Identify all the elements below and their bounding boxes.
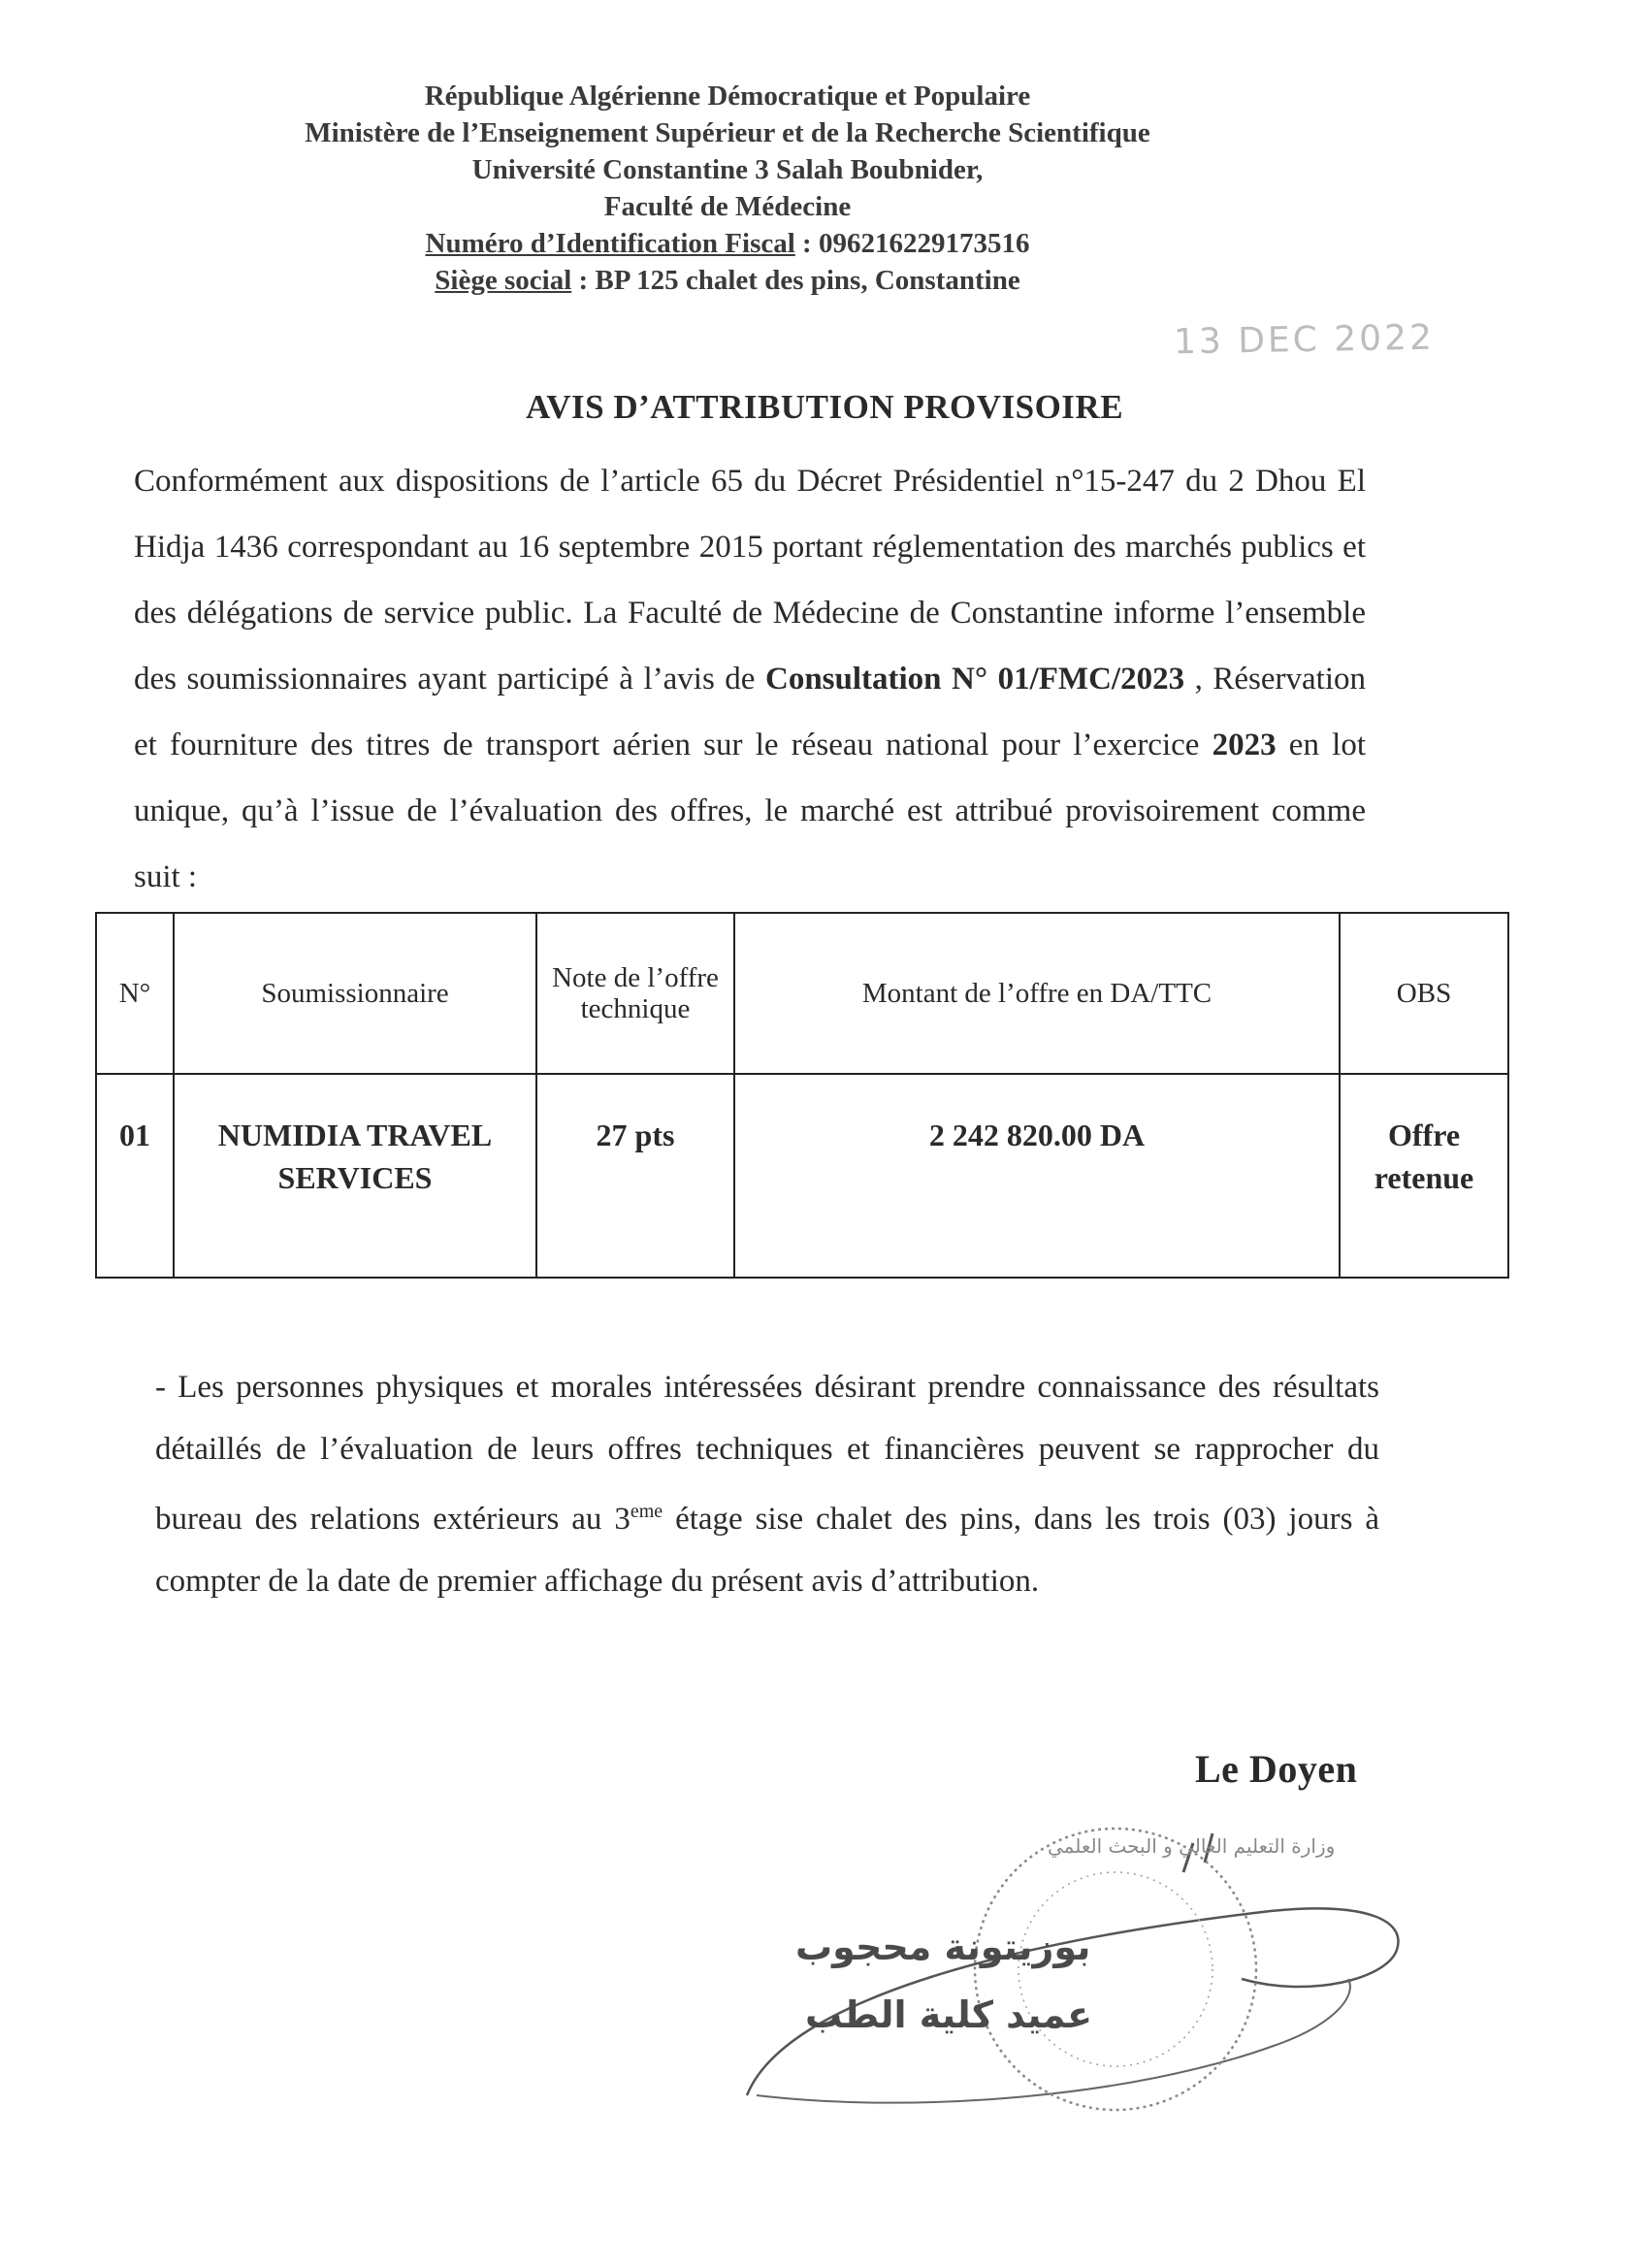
header-bidder: Soumissionnaire <box>174 913 536 1074</box>
seal-ring-text: وزارة التعليم العالي و البحث العلمي <box>1048 1834 1336 1858</box>
intro-paragraph <box>134 448 1366 910</box>
notice-paragraph <box>155 1356 1379 1612</box>
notice-text-1: - Les personnes physiques et morales intéressées désirant prendre connaissance des résultats détaillés de l’évaluation de leurs offres techniques et financières peuvent se rapprocher du bureau des relations extérieurs au 3 <box>155 1370 1379 1537</box>
nif-label: Numéro d’Identification Fiscal <box>425 228 795 259</box>
header-ministry: Ministère de l’Enseignement Supérieur et de la Recherche Scientifique <box>305 117 1150 148</box>
header-technical-score: Note de l’offre technique <box>536 913 734 1074</box>
results-table <box>95 912 1509 1279</box>
table-row <box>96 1074 1508 1278</box>
header-republic: République Algérienne Démocratique et Populaire <box>424 81 1031 112</box>
nif-value: : 096216229173516 <box>794 228 1030 259</box>
cell-obs: Offre retenue <box>1340 1074 1508 1278</box>
document-title: AVIS D’ATTRIBUTION PROVISOIRE <box>525 388 1124 426</box>
cell-technical-score: 27 pts <box>536 1074 734 1278</box>
cell-bidder: NUMIDIA TRAVEL SERVICES <box>174 1074 536 1278</box>
header-university: Université Constantine 3 Salah Boubnider, <box>471 154 984 185</box>
intro-text-1: Conformément aux dispositions de l’article 65 du Décret Présidentiel n°15-247 du 2 Dhou El Hidja 1436 correspondant au 16 septembre 2015 portant réglementation des marchés publics et des délégations de service public. La Faculté de Médecine de Constantine informe l’ensemble des soumissionnaires ayant participé à l’avis de <box>134 464 1366 697</box>
header-number: N° <box>96 913 174 1074</box>
seal-signature <box>728 1804 1426 2124</box>
siege-label: Siège social <box>435 265 572 296</box>
header-obs: OBS <box>1340 913 1508 1074</box>
header-amount: Montant de l’offre en DA/TTC <box>734 913 1340 1074</box>
header-faculty: Faculté de Médecine <box>603 191 852 222</box>
intro-text-2: , Réservation et fourniture des titres de transport aérien sur le réseau national pour l’exercice <box>134 662 1366 762</box>
siege-value: : BP 125 chalet des pins, Constantine <box>571 265 1020 296</box>
cell-number: 01 <box>96 1074 174 1278</box>
seal-role-text: عميد كلية الطب <box>805 1993 1093 2036</box>
seal-name-text: بوزيتونة محجوب <box>795 1926 1091 1968</box>
signatory-title: Le Doyen <box>1195 1747 1358 1791</box>
exercise-year: 2023 <box>1212 728 1277 762</box>
document-header <box>175 78 1280 299</box>
consultation-ref: Consultation N° 01/FMC/2023 <box>764 662 1185 697</box>
cell-amount: 2 242 820.00 DA <box>734 1074 1340 1278</box>
header-siege <box>175 262 1280 299</box>
table-header-row <box>96 913 1508 1074</box>
floor-superscript: eme <box>630 1501 663 1522</box>
notice-text-2: étage sise chalet des pins, dans les trois (03) jours à compter de la date de premier affichage du présent avis d’attribution. <box>155 1502 1379 1599</box>
intro-text-3: en lot unique, qu’à l’issue de l’évaluation des offres, le marché est attribué provisoirement comme suit : <box>134 728 1366 894</box>
header-nif <box>175 225 1280 262</box>
date-stamp: 13 DEC 2022 <box>1173 317 1436 363</box>
